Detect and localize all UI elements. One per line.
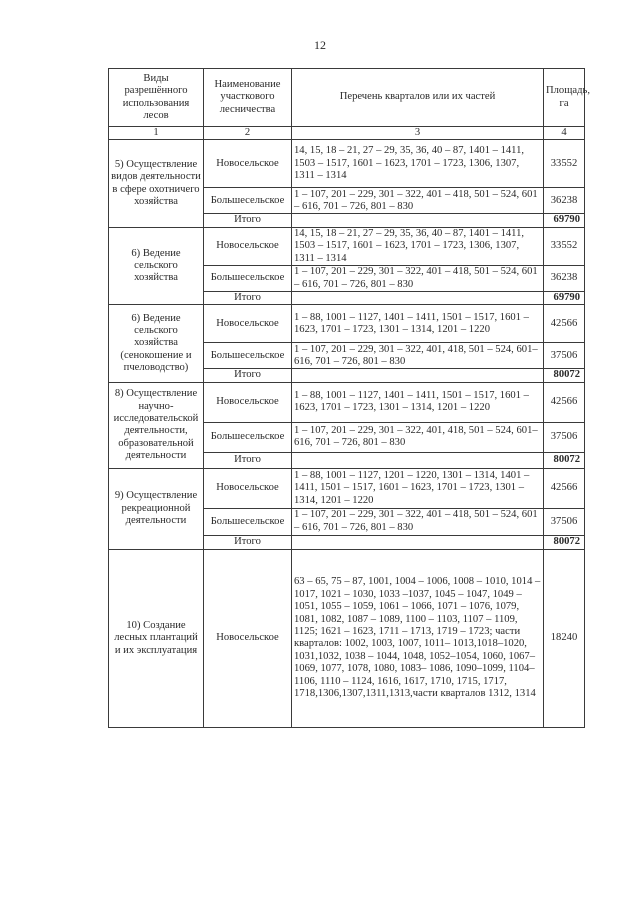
total-value: 69790 [544,292,585,305]
table-row [109,382,585,422]
area-cell: 37506 [544,422,585,452]
area-cell: 18240 [544,549,585,727]
division-cell: Новосельское [204,227,292,265]
total-value: 80072 [544,452,585,468]
use-kind-cell: 6) Ведение сельского хозяйства (сенокошение и пчеловодство) [109,305,204,382]
quarters-cell: 1 – 88, 1001 – 1127, 1201 – 1220, 1301 – 1314, 1401 –1411, 1501 – 1517, 1601 – 1623, 1701 – 1723, 1301 –1314, 1201 – 1220 [292,468,544,508]
total-value: 80072 [544,535,585,549]
total-label: Итого [204,292,292,305]
column-number: 4 [544,127,585,140]
division-cell: Большесельское [204,266,292,292]
quarters-cell: 1 – 107, 201 – 229, 301 – 322, 401 – 418, 501 – 524, 601 – 616, 701 – 726, 801 – 830 [292,508,544,535]
land-use-table [108,68,590,728]
quarters-cell: 1 – 88, 1001 – 1127, 1401 – 1411, 1501 – 1517, 1601 –1623, 1701 – 1723, 1301 – 1314, 1201 – 1220 [292,382,544,422]
quarters-cell: 63 – 65, 75 – 87, 1001, 1004 – 1006, 1008 – 1010, 1014 –1017, 1021 – 1030, 1033 –1037, 1045 – 1047, 1049 –1051, 1055 – 1059, 1061 – 1066, 1071 – 1076, 1079, 1081, 1082, 1087 – 1089, 1100 – 1103, 1107 – 1109, 1125; 1621 – 1623, 1711 – 1713, 1719 – 1723; части кварталов: 1002, 1003, 1007, 1011– 1013,1018–1020, 1031,1032, 1038 – 1044, 1048, 1052–1054, 1060, 1067–1069, 1077, 1078, 1080, 1083– 1086, 1090–1099, 1104–1106, 1110 – 1124, 1616, 1617, 1710, 1715, 1717, 1718,1306,1307,1311,1313,части кварталов 1312, 1314 [292,549,544,727]
header-quarters: Перечень кварталов или их частей [292,69,544,127]
area-cell: 36238 [544,266,585,292]
header-use-kind: Виды разрешённого использования лесов [109,69,204,127]
total-label: Итого [204,214,292,227]
division-cell: Новосельское [204,140,292,188]
use-kind-cell: 8) Осуществление научно-исследовательской деятельности, образовательной деятельности [109,382,204,468]
area-cell: 42566 [544,305,585,343]
table-row [109,305,585,343]
area-cell: 37506 [544,343,585,369]
use-kind-cell: 6) Ведение сельского хозяйства [109,227,204,305]
total-label: Итого [204,369,292,382]
division-cell: Большесельское [204,343,292,369]
total-value: 69790 [544,214,585,227]
quarters-cell: 1 – 107, 201 – 229, 301 – 322, 401, 418, 501 – 524, 601–616, 701 – 726, 801 – 830 [292,343,544,369]
table-row [109,140,585,188]
area-cell: 37506 [544,508,585,535]
division-cell: Новосельское [204,305,292,343]
use-kind-cell: 10) Создание лесных плантаций и их эксплуатация [109,549,204,727]
column-number: 3 [292,127,544,140]
total-label: Итого [204,452,292,468]
quarters-cell: 1 – 107, 201 – 229, 301 – 322, 401 – 418, 501 – 524, 601 – 616, 701 – 726, 801 – 830 [292,266,544,292]
column-number: 2 [204,127,292,140]
area-cell: 33552 [544,140,585,188]
use-kind-cell: 9) Осуществление рекреационной деятельности [109,468,204,549]
table-header-row [109,69,585,127]
table-row [109,549,585,727]
empty-cell [292,369,544,382]
quarters-cell: 1 – 107, 201 – 229, 301 – 322, 401 – 418, 501 – 524, 601 – 616, 701 – 726, 801 – 830 [292,188,544,214]
table-row [109,227,585,265]
total-value: 80072 [544,369,585,382]
use-kind-cell: 5) Осуществление видов деятельности в сфере охотничего хозяйства [109,140,204,227]
quarters-cell: 14, 15, 18 – 21, 27 – 29, 35, 36, 40 – 87, 1401 – 1411, 1503 – 1517, 1601 – 1623, 1701 – 1723, 1306, 1307, 1311 – 1314 [292,140,544,188]
area-cell: 36238 [544,188,585,214]
division-cell: Большесельское [204,188,292,214]
quarters-cell: 1 – 88, 1001 – 1127, 1401 – 1411, 1501 – 1517, 1601 –1623, 1701 – 1723, 1301 – 1314, 1201 – 1220 [292,305,544,343]
area-cell: 33552 [544,227,585,265]
division-cell: Большесельское [204,422,292,452]
page-number: 12 [314,38,326,52]
empty-cell [292,292,544,305]
area-cell: 42566 [544,382,585,422]
header-division: Наименование участкового лесничества [204,69,292,127]
column-number: 1 [109,127,204,140]
quarters-cell: 14, 15, 18 – 21, 27 – 29, 35, 36, 40 – 87, 1401 – 1411, 1503 – 1517, 1601 – 1623, 1701 – 1723, 1306, 1307, 1311 – 1314 [292,227,544,265]
empty-cell [292,535,544,549]
division-cell: Новосельское [204,382,292,422]
empty-cell [292,214,544,227]
quarters-cell: 1 – 107, 201 – 229, 301 – 322, 401, 418, 501 – 524, 601–616, 701 – 726, 801 – 830 [292,422,544,452]
area-cell: 42566 [544,468,585,508]
column-numbers-row [109,127,585,140]
division-cell: Новосельское [204,549,292,727]
header-area: Площадь, га [544,69,585,127]
division-cell: Новосельское [204,468,292,508]
empty-cell [292,452,544,468]
division-cell: Большесельское [204,508,292,535]
table-row [109,468,585,508]
total-label: Итого [204,535,292,549]
